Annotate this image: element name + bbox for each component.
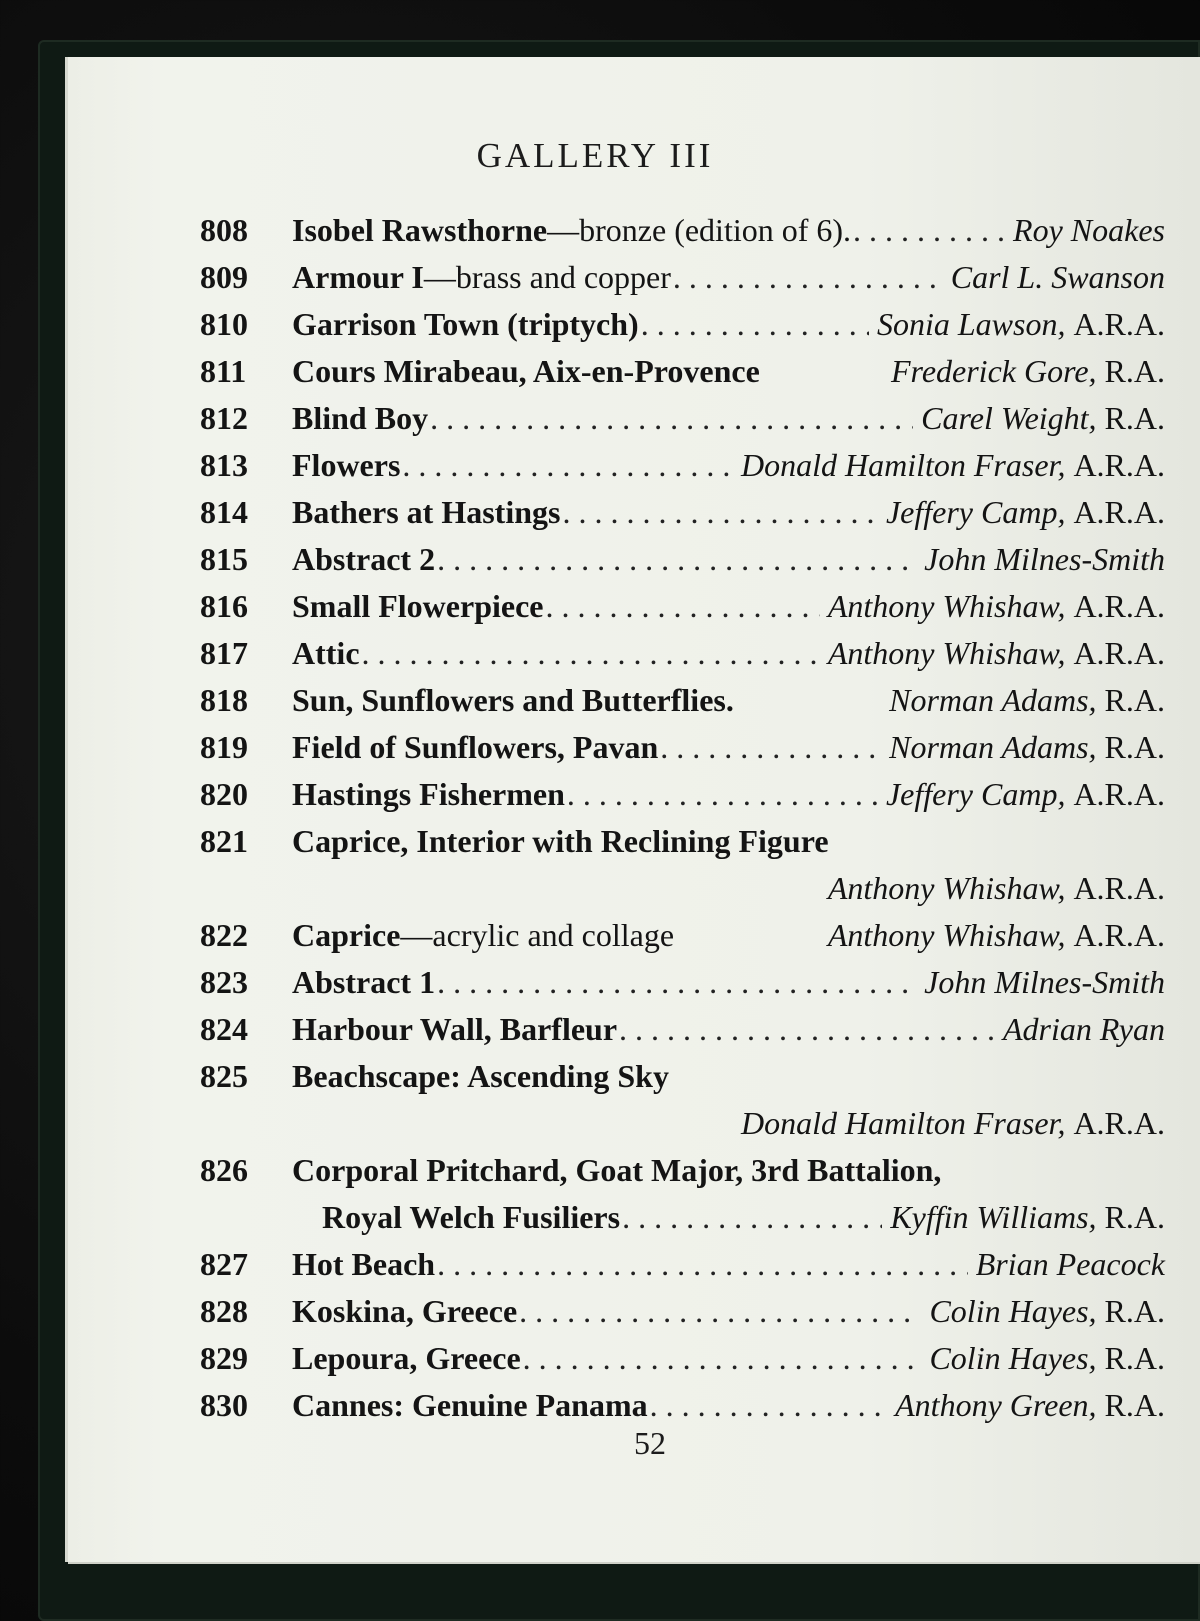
catalogue-entry [200, 729, 1165, 776]
catalogue-entry [200, 400, 1165, 447]
entry-artist: Carl L. Swanson [950, 259, 1165, 295]
catalogue-entry [200, 1058, 1165, 1152]
entry-honour: R.A. [1104, 1387, 1165, 1423]
leader-dots [641, 306, 869, 343]
entry-honour: R.A. [1104, 729, 1165, 765]
entry-artist: Adrian Ryan [1002, 1011, 1165, 1047]
entry-honour: A.R.A. [1073, 1105, 1165, 1141]
leader-dots [545, 588, 819, 625]
entry-number: 810 [200, 306, 248, 342]
entry-title: Lepoura, Greece [292, 1340, 521, 1376]
entry-number: 812 [200, 400, 248, 436]
entry-artist: Colin Hayes, [929, 1293, 1097, 1329]
entry-artist: Carel Weight, [921, 400, 1097, 436]
leader-dots [619, 1011, 995, 1048]
entry-title: Attic [292, 635, 360, 671]
entry-honour: A.R.A. [1073, 635, 1165, 671]
leader-dots [673, 259, 943, 296]
leader-dots [660, 729, 881, 766]
entry-title: Caprice [292, 917, 401, 953]
entry-honour: R.A. [1104, 1199, 1165, 1235]
catalogue-entry [200, 1152, 1165, 1246]
catalogue-entry [200, 494, 1165, 541]
page-number: 52 [634, 1425, 666, 1461]
leader-dots [362, 635, 820, 672]
entry-title: Abstract 2 [292, 541, 436, 577]
catalogue-entry [200, 635, 1165, 682]
entry-number: 813 [200, 447, 248, 483]
leader-dots [430, 400, 913, 437]
entry-honour: A.R.A. [1073, 447, 1165, 483]
entry-number: 826 [200, 1152, 248, 1188]
entry-title: Beachscape: Ascending Sky [292, 1058, 669, 1094]
entry-number: 827 [200, 1246, 248, 1282]
entry-medium: —bronze (edition of 6). [547, 212, 852, 248]
entry-number: 818 [200, 682, 248, 718]
entry-artist: Jeffery Camp, [885, 494, 1066, 530]
entry-number: 808 [200, 212, 248, 248]
leader-dots [519, 1293, 921, 1330]
entry-honour: A.R.A. [1073, 776, 1165, 812]
entry-number: 823 [200, 964, 248, 1000]
entry-artist: Sonia Lawson, [876, 306, 1066, 342]
entry-number: 824 [200, 1011, 248, 1047]
catalogue-entry [200, 1340, 1165, 1387]
catalogue-entry [200, 306, 1165, 353]
entry-number: 814 [200, 494, 248, 530]
entry-title: Hastings Fishermen [292, 776, 565, 812]
entry-artist: Anthony Whishaw, [827, 635, 1066, 671]
catalogue-entry [200, 1011, 1165, 1058]
entry-title: Harbour Wall, Barfleur [292, 1011, 618, 1047]
entry-medium: —brass and copper [423, 259, 671, 295]
page-title: GALLERY III [476, 136, 714, 175]
entry-artist: Donald Hamilton Fraser, [740, 447, 1066, 483]
entry-number: 829 [200, 1340, 248, 1376]
entry-artist: Anthony Green, [895, 1387, 1097, 1423]
entry-artist: Anthony Whishaw, [827, 917, 1066, 953]
entry-honour: R.A. [1104, 400, 1165, 436]
entry-honour: A.R.A. [1073, 494, 1165, 530]
catalogue-entry [200, 823, 1165, 917]
leader-dots [523, 1340, 922, 1377]
entry-title: Flowers [292, 447, 401, 483]
entry-title: Blind Boy [292, 400, 429, 436]
entry-title: Caprice, Interior with Reclining Figure [292, 823, 829, 859]
entry-artist: Roy Noakes [1013, 212, 1165, 248]
entry-number: 820 [200, 776, 248, 812]
entry-artist: Kyffin Williams, [890, 1199, 1097, 1235]
catalogue-entry [200, 353, 1165, 400]
entry-title: Armour I [292, 259, 424, 295]
entry-number: 822 [200, 917, 248, 953]
entry-title: Hot Beach [292, 1246, 436, 1282]
entry-title: Small Flowerpiece [292, 588, 544, 624]
entry-honour: A.R.A. [1073, 588, 1165, 624]
leader-dots [402, 447, 733, 484]
entry-number: 815 [200, 541, 248, 577]
entry-number: 816 [200, 588, 248, 624]
entry-artist: John Milnes-Smith [924, 541, 1165, 577]
entry-title: Field of Sunflowers, Pavan [292, 729, 659, 765]
entry-honour: R.A. [1104, 353, 1165, 389]
entry-artist: Anthony Whishaw, [827, 588, 1066, 624]
catalogue-entry [200, 541, 1165, 588]
entry-number: 809 [200, 259, 248, 295]
entry-title: Koskina, Greece [292, 1293, 518, 1329]
entry-number: 828 [200, 1293, 248, 1329]
catalogue-entry [200, 964, 1165, 1011]
entry-number: 830 [200, 1387, 248, 1423]
entry-title: Isobel Rawsthorne [292, 212, 548, 248]
catalogue-entry [200, 776, 1165, 823]
entry-number: 819 [200, 729, 248, 765]
entry-number: 817 [200, 635, 248, 671]
entry-honour: R.A. [1104, 1340, 1165, 1376]
catalogue-list [200, 212, 1165, 1434]
leader-dots [437, 1246, 968, 1283]
entry-artist: Jeffery Camp, [885, 776, 1066, 812]
entry-artist: John Milnes-Smith [924, 964, 1165, 1000]
catalogue-entry [200, 588, 1165, 635]
entry-artist: Norman Adams, [889, 729, 1097, 765]
entry-title: Abstract 1 [292, 964, 436, 1000]
entry-title: Bathers at Hastings [292, 494, 561, 530]
entry-title: Sun, Sunflowers and Butterflies. [292, 682, 734, 718]
entry-number: 821 [200, 823, 248, 859]
catalogue-entry [200, 682, 1165, 729]
entry-honour: R.A. [1104, 682, 1165, 718]
catalogue-entry [200, 212, 1165, 259]
entry-honour: R.A. [1104, 1293, 1165, 1329]
leader-dots [437, 541, 916, 578]
entry-artist: Donald Hamilton Fraser, [740, 1105, 1066, 1141]
leader-dots [853, 212, 1005, 249]
entry-artist: Anthony Whishaw, [827, 870, 1066, 906]
catalogue-entry [200, 1246, 1165, 1293]
entry-honour: A.R.A. [1073, 917, 1165, 953]
entry-number: 811 [200, 353, 247, 389]
entry-artist: Brian Peacock [975, 1246, 1165, 1282]
leader-dots [437, 964, 916, 1001]
entry-title: Cannes: Genuine Panama [292, 1387, 648, 1423]
entry-artist: Colin Hayes, [929, 1340, 1097, 1376]
entry-title: Garrison Town (triptych) [292, 306, 639, 342]
catalogue-entry [200, 917, 1165, 964]
catalogue-entry [200, 1293, 1165, 1340]
entry-artist: Frederick Gore, [891, 353, 1097, 389]
entry-title: Cours Mirabeau, Aix-en-Provence [292, 353, 760, 389]
leader-dots [622, 1199, 882, 1236]
entry-title-continued: Royal Welch Fusiliers [322, 1199, 621, 1235]
leader-dots [567, 776, 878, 813]
entry-artist: Norman Adams, [889, 682, 1097, 718]
catalogue-entry [200, 447, 1165, 494]
leader-dots [650, 1387, 888, 1424]
catalogue-entry [200, 259, 1165, 306]
entry-title: Corporal Pritchard, Goat Major, 3rd Battalion, [292, 1152, 942, 1188]
leader-dots [562, 494, 877, 531]
entry-honour: A.R.A. [1073, 306, 1165, 342]
entry-honour: A.R.A. [1073, 870, 1165, 906]
entry-number: 825 [200, 1058, 248, 1094]
entry-medium: —acrylic and collage [400, 917, 675, 953]
